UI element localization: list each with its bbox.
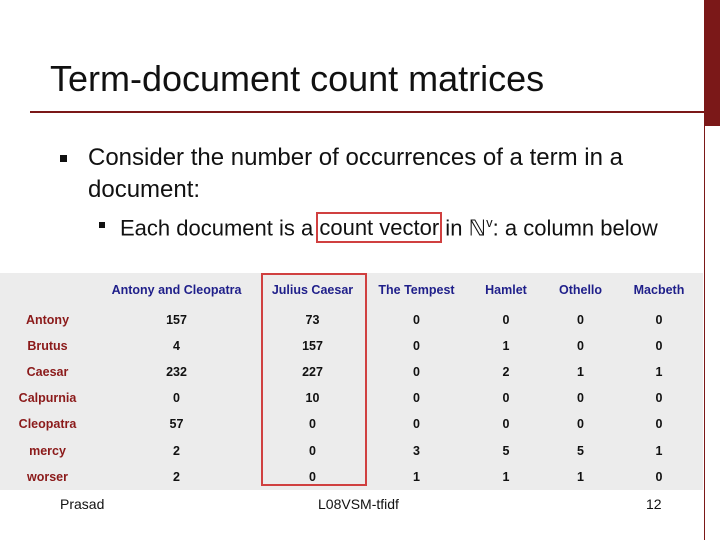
slide-title: Term-document count matrices xyxy=(50,58,545,99)
count-cell: 5 xyxy=(502,443,510,458)
count-cell: 157 xyxy=(166,313,187,328)
row-term: Calpurnia xyxy=(18,391,77,406)
footer-author: Prasad xyxy=(60,496,105,512)
count-cell: 0 xyxy=(413,339,420,354)
bullet-text-2 xyxy=(120,208,680,243)
count-cell: 0 xyxy=(413,391,420,406)
julius-caesar-column-highlight xyxy=(261,273,367,486)
table-corner xyxy=(0,273,95,307)
count-cell: 0 xyxy=(655,417,663,432)
column-header: The Tempest xyxy=(378,283,455,297)
title-rule xyxy=(30,111,720,113)
count-cell: 2 xyxy=(502,365,510,380)
count-cell: 0 xyxy=(655,339,663,354)
count-cell: 0 xyxy=(577,417,584,432)
count-cell: 0 xyxy=(502,417,510,432)
column-header: Macbeth xyxy=(633,283,685,297)
count-cell: 232 xyxy=(166,365,187,380)
count-cell: 0 xyxy=(413,365,420,380)
bullet-2-superscript: v xyxy=(486,215,493,230)
row-term: worser xyxy=(27,469,68,484)
page-number: 12 xyxy=(646,496,662,512)
count-cell: 3 xyxy=(413,443,420,458)
bullet-text-1: Consider the number of occurrences of a term in a document: xyxy=(88,144,623,203)
count-cell: 0 xyxy=(502,313,510,328)
column-header: Julius Caesar xyxy=(271,283,354,297)
count-cell: 1 xyxy=(502,339,510,354)
count-cell: 5 xyxy=(577,443,584,458)
bullet-2-pre: Each document is a xyxy=(120,215,320,241)
row-term: Antony xyxy=(25,313,70,328)
footer-lecture-id: L08VSM-tfidf xyxy=(318,496,399,512)
count-cell: 0 xyxy=(309,417,316,432)
count-cell: 2 xyxy=(173,469,180,484)
count-cell: 227 xyxy=(302,365,323,380)
accent-vertical-line xyxy=(704,0,705,540)
count-cell: 1 xyxy=(577,469,584,484)
count-cell: 0 xyxy=(173,391,180,406)
count-cell: 2 xyxy=(173,443,180,458)
column-header: Antony and Cleopatra xyxy=(111,283,242,297)
count-cell: 1 xyxy=(577,365,584,380)
count-vector-highlight: count vector xyxy=(319,215,440,241)
row-term: Brutus xyxy=(27,339,68,354)
bullet-2-post: : a column below xyxy=(492,215,658,241)
count-cell: 0 xyxy=(309,469,316,484)
count-cell: 0 xyxy=(309,443,316,458)
count-cell: 73 xyxy=(305,313,320,328)
count-cell: 0 xyxy=(655,469,663,484)
count-cell: 1 xyxy=(413,469,420,484)
count-cell: 1 xyxy=(655,443,663,458)
accent-bar xyxy=(704,0,720,126)
count-cell: 1 xyxy=(655,365,663,380)
count-cell: 0 xyxy=(413,417,420,432)
column-header: Othello xyxy=(558,283,603,297)
row-term: Caesar xyxy=(26,365,69,380)
sub-bullet-square-icon xyxy=(99,222,105,228)
count-cell: 0 xyxy=(655,391,663,406)
bullet-2-mid: in ℕ xyxy=(439,215,487,241)
count-cell: 0 xyxy=(577,313,584,328)
count-cell: 4 xyxy=(173,339,180,354)
count-cell: 157 xyxy=(302,339,323,354)
count-cell: 0 xyxy=(577,391,584,406)
count-cell: 57 xyxy=(169,417,184,432)
count-cell: 0 xyxy=(577,339,584,354)
row-term: mercy xyxy=(29,443,66,458)
row-term: Cleopatra xyxy=(18,417,77,432)
count-cell: 1 xyxy=(502,469,510,484)
count-cell: 0 xyxy=(655,313,663,328)
count-cell: 0 xyxy=(413,313,420,328)
bullet-square-icon xyxy=(60,155,67,162)
count-cell: 0 xyxy=(502,391,510,406)
column-header: Hamlet xyxy=(485,283,527,297)
count-cell: 10 xyxy=(305,391,320,406)
